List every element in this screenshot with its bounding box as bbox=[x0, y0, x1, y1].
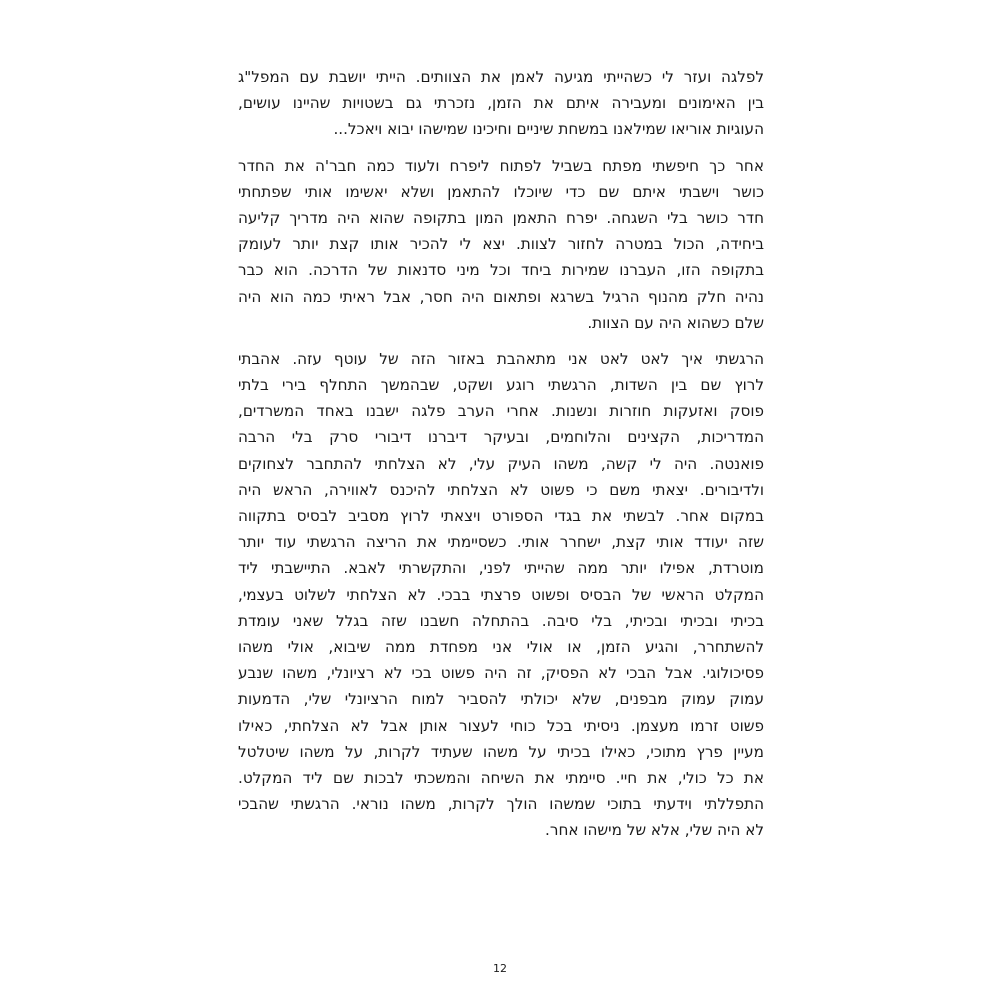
text-line: המדריכות, הקצינים והלוחמים, ובעיקר דיברנו דיבורי סרק בלי הרבה bbox=[238, 428, 764, 447]
text-line: להשתחרר, והגיע הזמן, או אולי אני מפחדת ממה שיבוא, אולי משהו bbox=[238, 637, 764, 656]
text-line: אחר כך חיפשתי מפתח בשביל לפתוח ליפרח ולעוד כמה חבר'ה את החדר bbox=[238, 156, 764, 175]
text-line: ולדיבורים. יצאתי משם כי פשוט לא הצלחתי להיכנס לאווירה, הראש היה bbox=[238, 480, 764, 499]
text-line: בתקופה הזו, העברנו שמירות ביחד וכל מיני סדנאות של הדרכה. הוא כבר bbox=[238, 261, 764, 280]
text-line: לרוץ שם בין השדות, הרגשתי רוגע ושקט, שבהמשך התחלף בירי בלתי bbox=[238, 376, 764, 395]
text-line: הרגשתי איך לאט לאט אני מתאהבת באזור הזה של עוטף עזה. אהבתי bbox=[238, 349, 764, 368]
text-line: בכיתי ובכיתי ובכיתי, בלי סיבה. בהתחלה חשבנו שזה בגלל שאני עומדת bbox=[238, 611, 764, 630]
text-line: פואנטה. היה לי קשה, משהו העיק עלי, לא הצלחתי להתחבר לצחוקים bbox=[238, 454, 764, 473]
paragraph bbox=[238, 153, 764, 336]
text-line: פשוט זרמו מעצמן. ניסיתי בכל כוחי לעצור אותן אבל לא הצלחתי, כאילו bbox=[238, 716, 764, 735]
text-line: במקום אחר. לבשתי את בגדי הספורט ויצאתי לרוץ מסביב לבסיס בתקווה bbox=[238, 507, 764, 525]
body-text bbox=[238, 64, 764, 853]
text-line: שלם כשהוא היה עם הצוות. bbox=[587, 313, 764, 332]
page-number: 12 bbox=[493, 962, 507, 975]
text-line: נהיה חלק מהנוף הרגיל בשרגא ופתאום היה חסר, אבל ראיתי כמה הוא היה bbox=[238, 287, 764, 306]
text-line: כושר וישבתי איתם שם כדי שיוכלו להתאמן ושלא יאשימו אותי שפתחתי bbox=[238, 182, 764, 201]
text-line: בין האימונים ומעבירה איתם את הזמן, נזכרתי גם בשטויות שהיינו עושים, bbox=[238, 94, 764, 113]
text-line: פוסק ואזעקות חוזרות ונשנות. אחרי הערב פלגה ישבנו באחד המשרדים, bbox=[238, 402, 764, 421]
text-line: התפללתי וידעתי בתוכי שמשהו הולך לקרות, משהו נוראי. הרגשתי שהבכי bbox=[238, 795, 764, 814]
paragraph bbox=[238, 64, 764, 143]
text-line: עמוק עמוק מבפנים, שלא יכולתי להסביר למוח הרציונלי שלי, הדמעות bbox=[238, 690, 764, 709]
text-line: שזה יעודד אותי קצת, ישחרר אותי. כשסיימתי את הריצה הרגשתי עוד יותר bbox=[238, 533, 764, 552]
text-line: את כל כולי, את חיי. סיימתי את השיחה והמשכתי לבכות שם ליד המקלט. bbox=[238, 768, 764, 787]
text-line: מעיין פרץ מתוכי, כאילו בכיתי על משהו שעתיד לקרות, על משהו שיטלטל bbox=[238, 742, 764, 761]
text-line: לא היה שלי, אלא של מישהו אחר. bbox=[545, 821, 764, 840]
text-line: העוגיות אוריאו שמילאנו במשחת שיניים וחיכינו שמישהו יבוא ויאכל... bbox=[333, 120, 764, 139]
text-line: לפלגה ועזר לי כשהייתי מגיעה לאמן את הצוותים. הייתי יושבת עם המפל"ג bbox=[238, 68, 764, 86]
text-line: המקלט הראשי של הבסיס ופשוט פרצתי בבכי. לא הצלחתי לשלוט בעצמי, bbox=[238, 585, 764, 604]
text-line: ביחידה, הכול במטרה לחזור לצוות. יצא לי להכיר אותו קצת יותר לעומק bbox=[238, 235, 764, 254]
text-line: חדר כושר בלי השגחה. יפרח התאמן המון בתקופה שהוא היה מדריך קליעה bbox=[238, 208, 764, 227]
text-line: פסיכולוגי. אבל הבכי לא הפסיק, זה היה פשוט בכי לא רציונלי, משהו שנבע bbox=[238, 664, 764, 683]
text-line: מוטרדת, אפילו יותר ממה שהייתי לפני, והתקשרתי לאבא. התיישבתי ליד bbox=[238, 559, 764, 578]
paragraph bbox=[238, 346, 764, 844]
